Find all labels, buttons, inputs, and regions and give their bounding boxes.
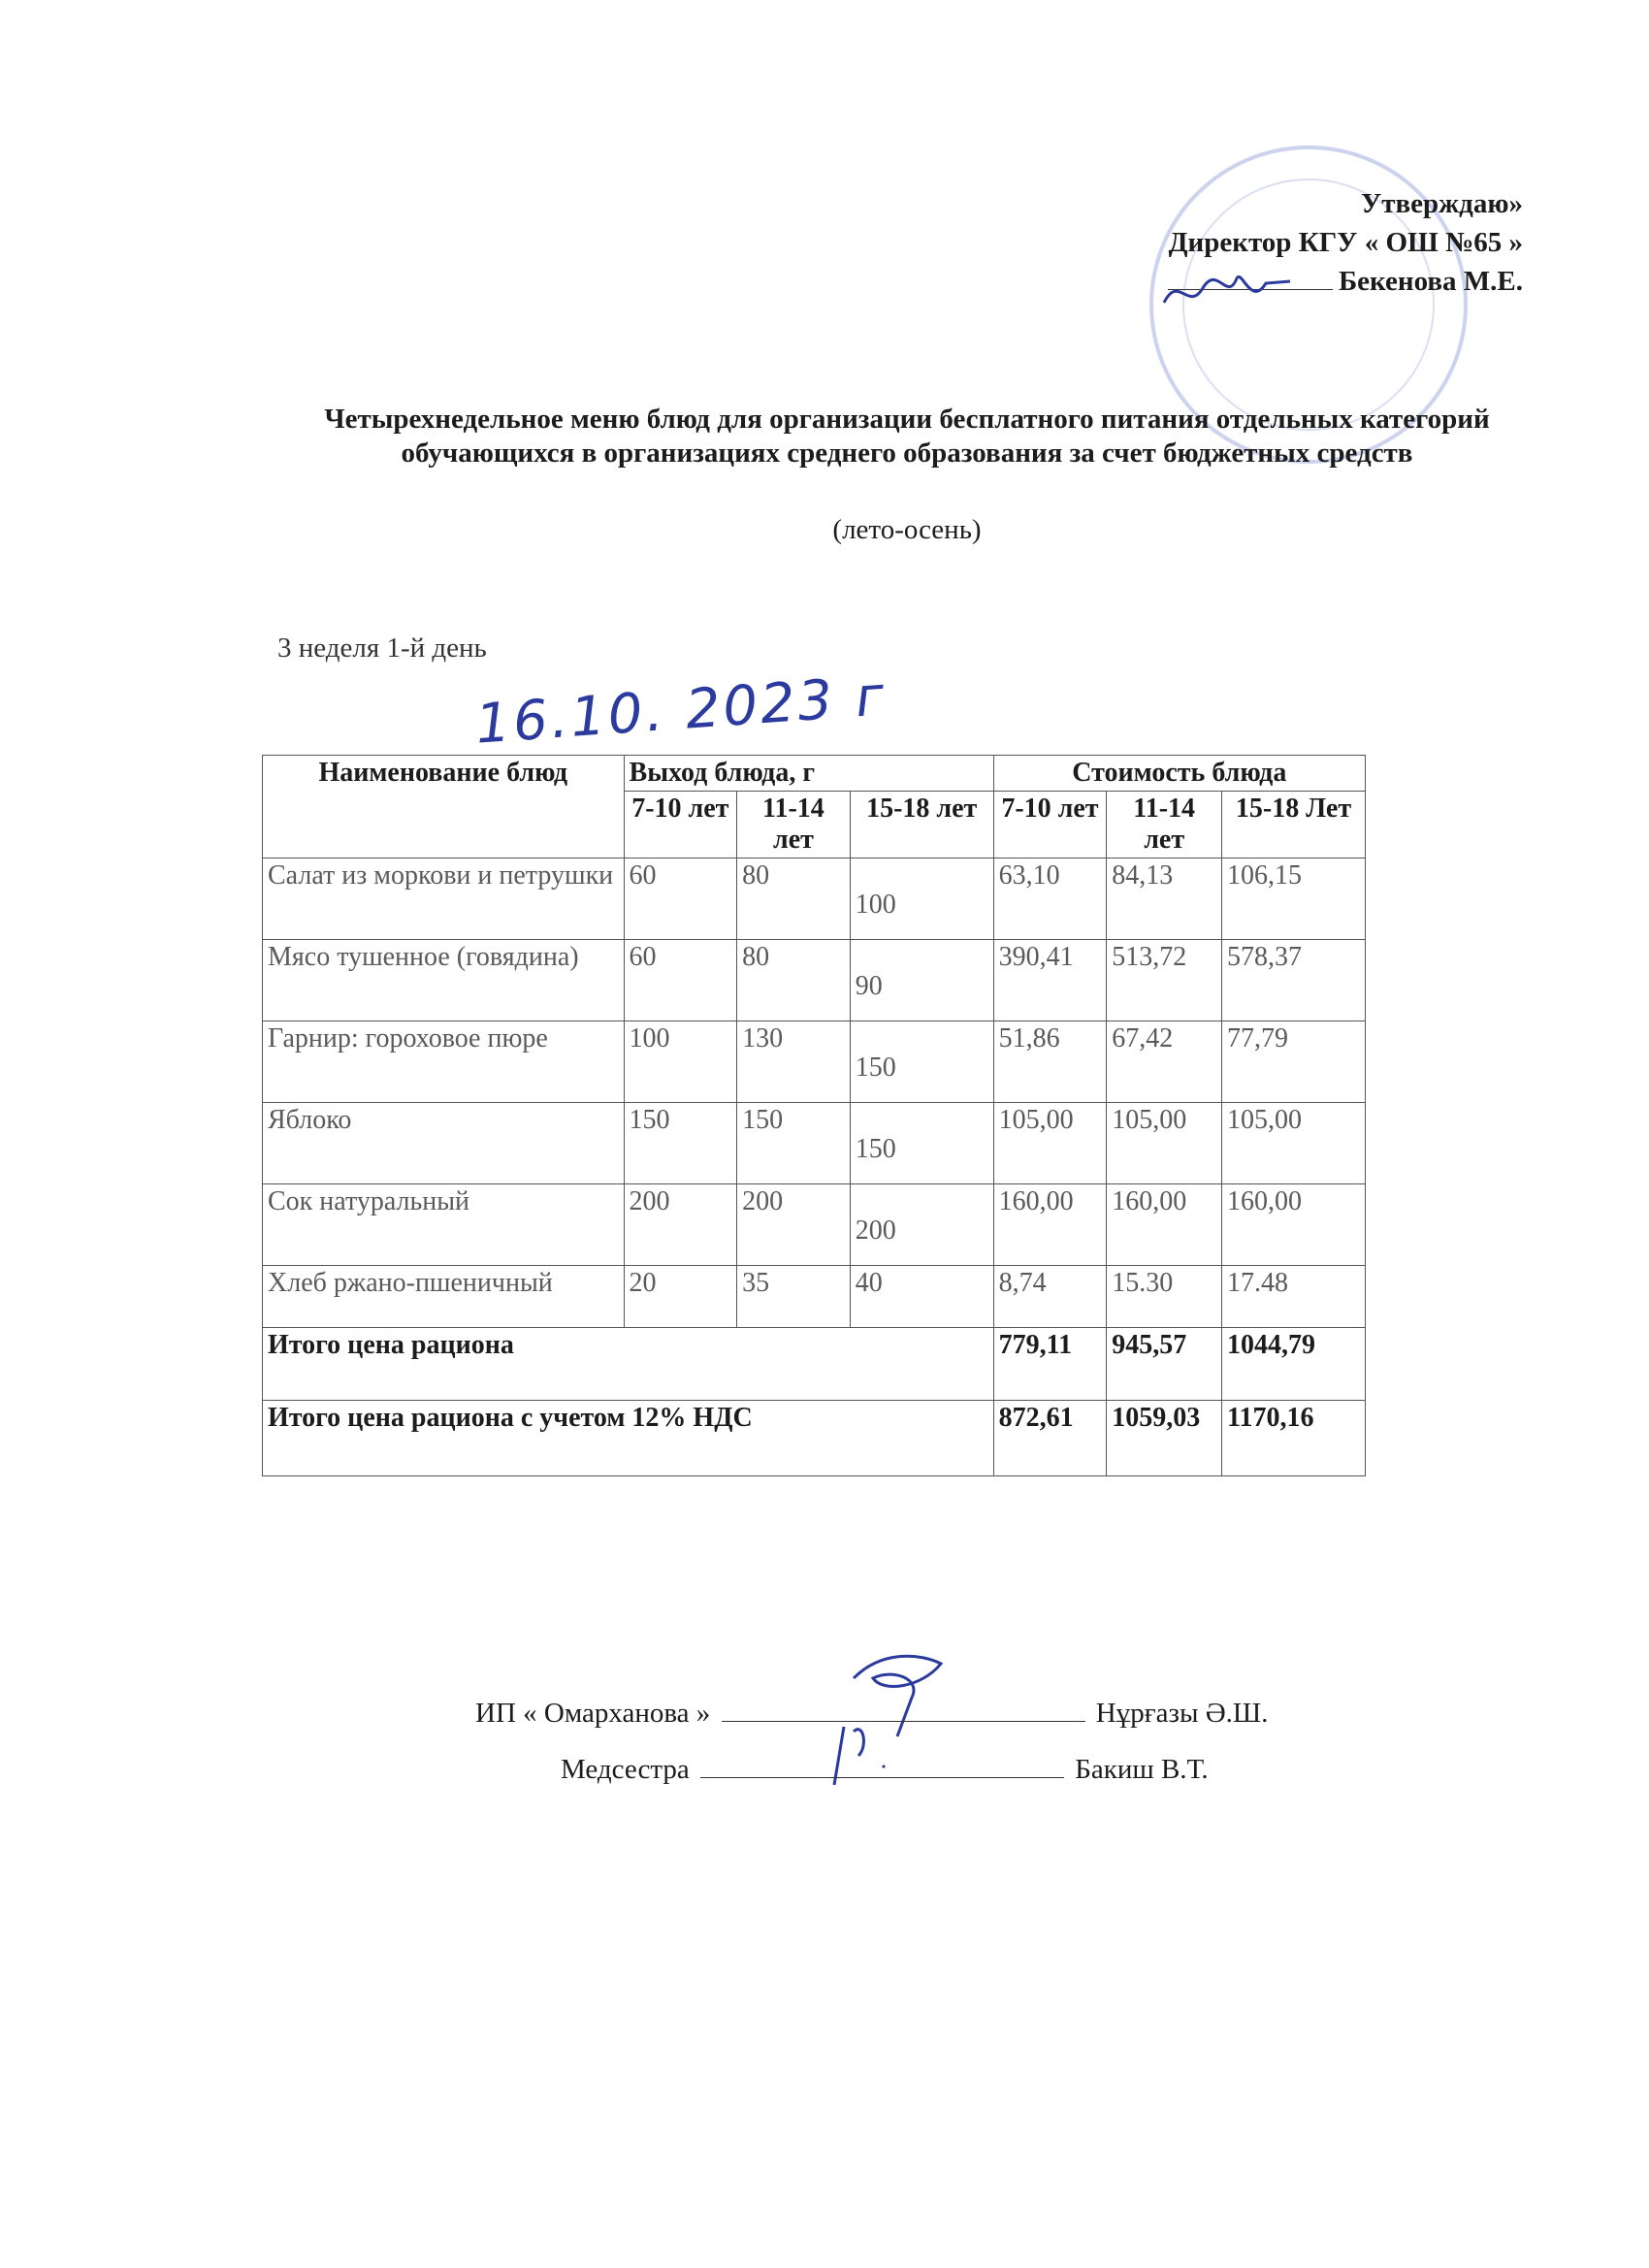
- header-cost-age: 11-14 лет: [1107, 792, 1222, 859]
- cost-value: 77,79: [1222, 1021, 1366, 1103]
- total-vat-value: 872,61: [993, 1401, 1107, 1476]
- total-row: [263, 1328, 1366, 1401]
- header-yield-age: 11-14 лет: [737, 792, 851, 859]
- table-row: [263, 940, 1366, 1021]
- nurse-signature-row: [561, 1754, 1209, 1786]
- total-vat-row: [263, 1401, 1366, 1476]
- header-dish-name: Наименование блюд: [263, 756, 625, 859]
- dish-name: Салат из моркови и петрушки: [263, 859, 625, 940]
- dish-name: Гарнир: гороховое пюре: [263, 1021, 625, 1103]
- total-label: Итого цена рациона: [263, 1328, 994, 1401]
- dish-name: Сок натуральный: [263, 1184, 625, 1266]
- dish-name: Яблоко: [263, 1103, 625, 1184]
- cost-value: 390,41: [993, 940, 1107, 1021]
- yield-value: 40: [850, 1266, 993, 1328]
- cost-value: 160,00: [1107, 1184, 1222, 1266]
- cost-value: 51,86: [993, 1021, 1107, 1103]
- table-row: [263, 1103, 1366, 1184]
- supplier-name: Нұрғазы Ә.Ш.: [1095, 1698, 1269, 1729]
- header-cost-age: 15-18 Лет: [1222, 792, 1366, 859]
- yield-value: 80: [737, 940, 851, 1021]
- season-label: (лето-осень): [832, 514, 982, 545]
- yield-value: 20: [624, 1266, 737, 1328]
- cost-value: 105,00: [1222, 1103, 1366, 1184]
- approval-line2: Директор КГУ « ОШ №65 »: [1168, 227, 1523, 258]
- yield-value: 130: [737, 1021, 851, 1103]
- yield-value: 200: [737, 1184, 851, 1266]
- cost-value: 15.30: [1107, 1266, 1222, 1328]
- yield-value: 100: [624, 1021, 737, 1103]
- header-yield-age: 15-18 лет: [850, 792, 993, 859]
- total-value: 945,57: [1107, 1328, 1222, 1401]
- director-signature-icon: [1159, 264, 1295, 322]
- nurse-label: Медсестра: [561, 1754, 690, 1785]
- supplier-signature-row: [475, 1698, 1268, 1730]
- yield-value: 80: [737, 859, 851, 940]
- yield-value: 150: [624, 1103, 737, 1184]
- week-day-label: 3 неделя 1-й день: [277, 632, 487, 664]
- yield-value: 150: [850, 1103, 993, 1184]
- document-title: Четырехнедельное меню блюд для организации бесплатного питания отдельных категорий обучающихся в организациях среднего образования за счет бюджетных средств: [324, 404, 1490, 469]
- approval-line1: Утверждаю»: [1360, 188, 1523, 219]
- cost-value: 67,42: [1107, 1021, 1222, 1103]
- cost-value: 17.48: [1222, 1266, 1366, 1328]
- total-vat-value: 1059,03: [1107, 1401, 1222, 1476]
- cost-value: 160,00: [993, 1184, 1107, 1266]
- handwritten-date: 16.10. 2023 г: [473, 664, 889, 757]
- yield-value: 200: [624, 1184, 737, 1266]
- dish-name: Мясо тушенное (говядина): [263, 940, 625, 1021]
- total-value: 779,11: [993, 1328, 1107, 1401]
- header-cost: Стоимость блюда: [993, 756, 1365, 792]
- cost-value: 63,10: [993, 859, 1107, 940]
- cost-value: 105,00: [993, 1103, 1107, 1184]
- table-row: [263, 1021, 1366, 1103]
- table-row: [263, 859, 1366, 940]
- cost-value: 106,15: [1222, 859, 1366, 940]
- header-cost-age: 7-10 лет: [993, 792, 1107, 859]
- table-row: [263, 1266, 1366, 1328]
- nurse-name: Бакиш В.Т.: [1075, 1754, 1209, 1785]
- supplier-label: ИП « Омарханова »: [475, 1698, 711, 1729]
- cost-value: 105,00: [1107, 1103, 1222, 1184]
- yield-value: 100: [850, 859, 993, 940]
- header-yield-age: 7-10 лет: [624, 792, 737, 859]
- nurse-signature-line: [700, 1754, 1064, 1778]
- yield-value: 150: [850, 1021, 993, 1103]
- dish-name: Хлеб ржано-пшеничный: [263, 1266, 625, 1328]
- yield-value: 150: [737, 1103, 851, 1184]
- yield-value: 90: [850, 940, 993, 1021]
- cost-value: 8,74: [993, 1266, 1107, 1328]
- yield-value: 35: [737, 1266, 851, 1328]
- supplier-signature-line: [722, 1698, 1085, 1722]
- total-value: 1044,79: [1222, 1328, 1366, 1401]
- cost-value: 578,37: [1222, 940, 1366, 1021]
- table-row: [263, 1184, 1366, 1266]
- total-vat-label: Итого цена рациона с учетом 12% НДС: [263, 1401, 994, 1476]
- total-vat-value: 1170,16: [1222, 1401, 1366, 1476]
- cost-value: 84,13: [1107, 859, 1222, 940]
- cost-value: 160,00: [1222, 1184, 1366, 1266]
- header-yield: Выход блюда, г: [624, 756, 993, 792]
- menu-table: [262, 755, 1366, 1476]
- yield-value: 60: [624, 940, 737, 1021]
- director-name: Бекенова М.Е.: [1338, 266, 1523, 297]
- cost-value: 513,72: [1107, 940, 1222, 1021]
- yield-value: 200: [850, 1184, 993, 1266]
- yield-value: 60: [624, 859, 737, 940]
